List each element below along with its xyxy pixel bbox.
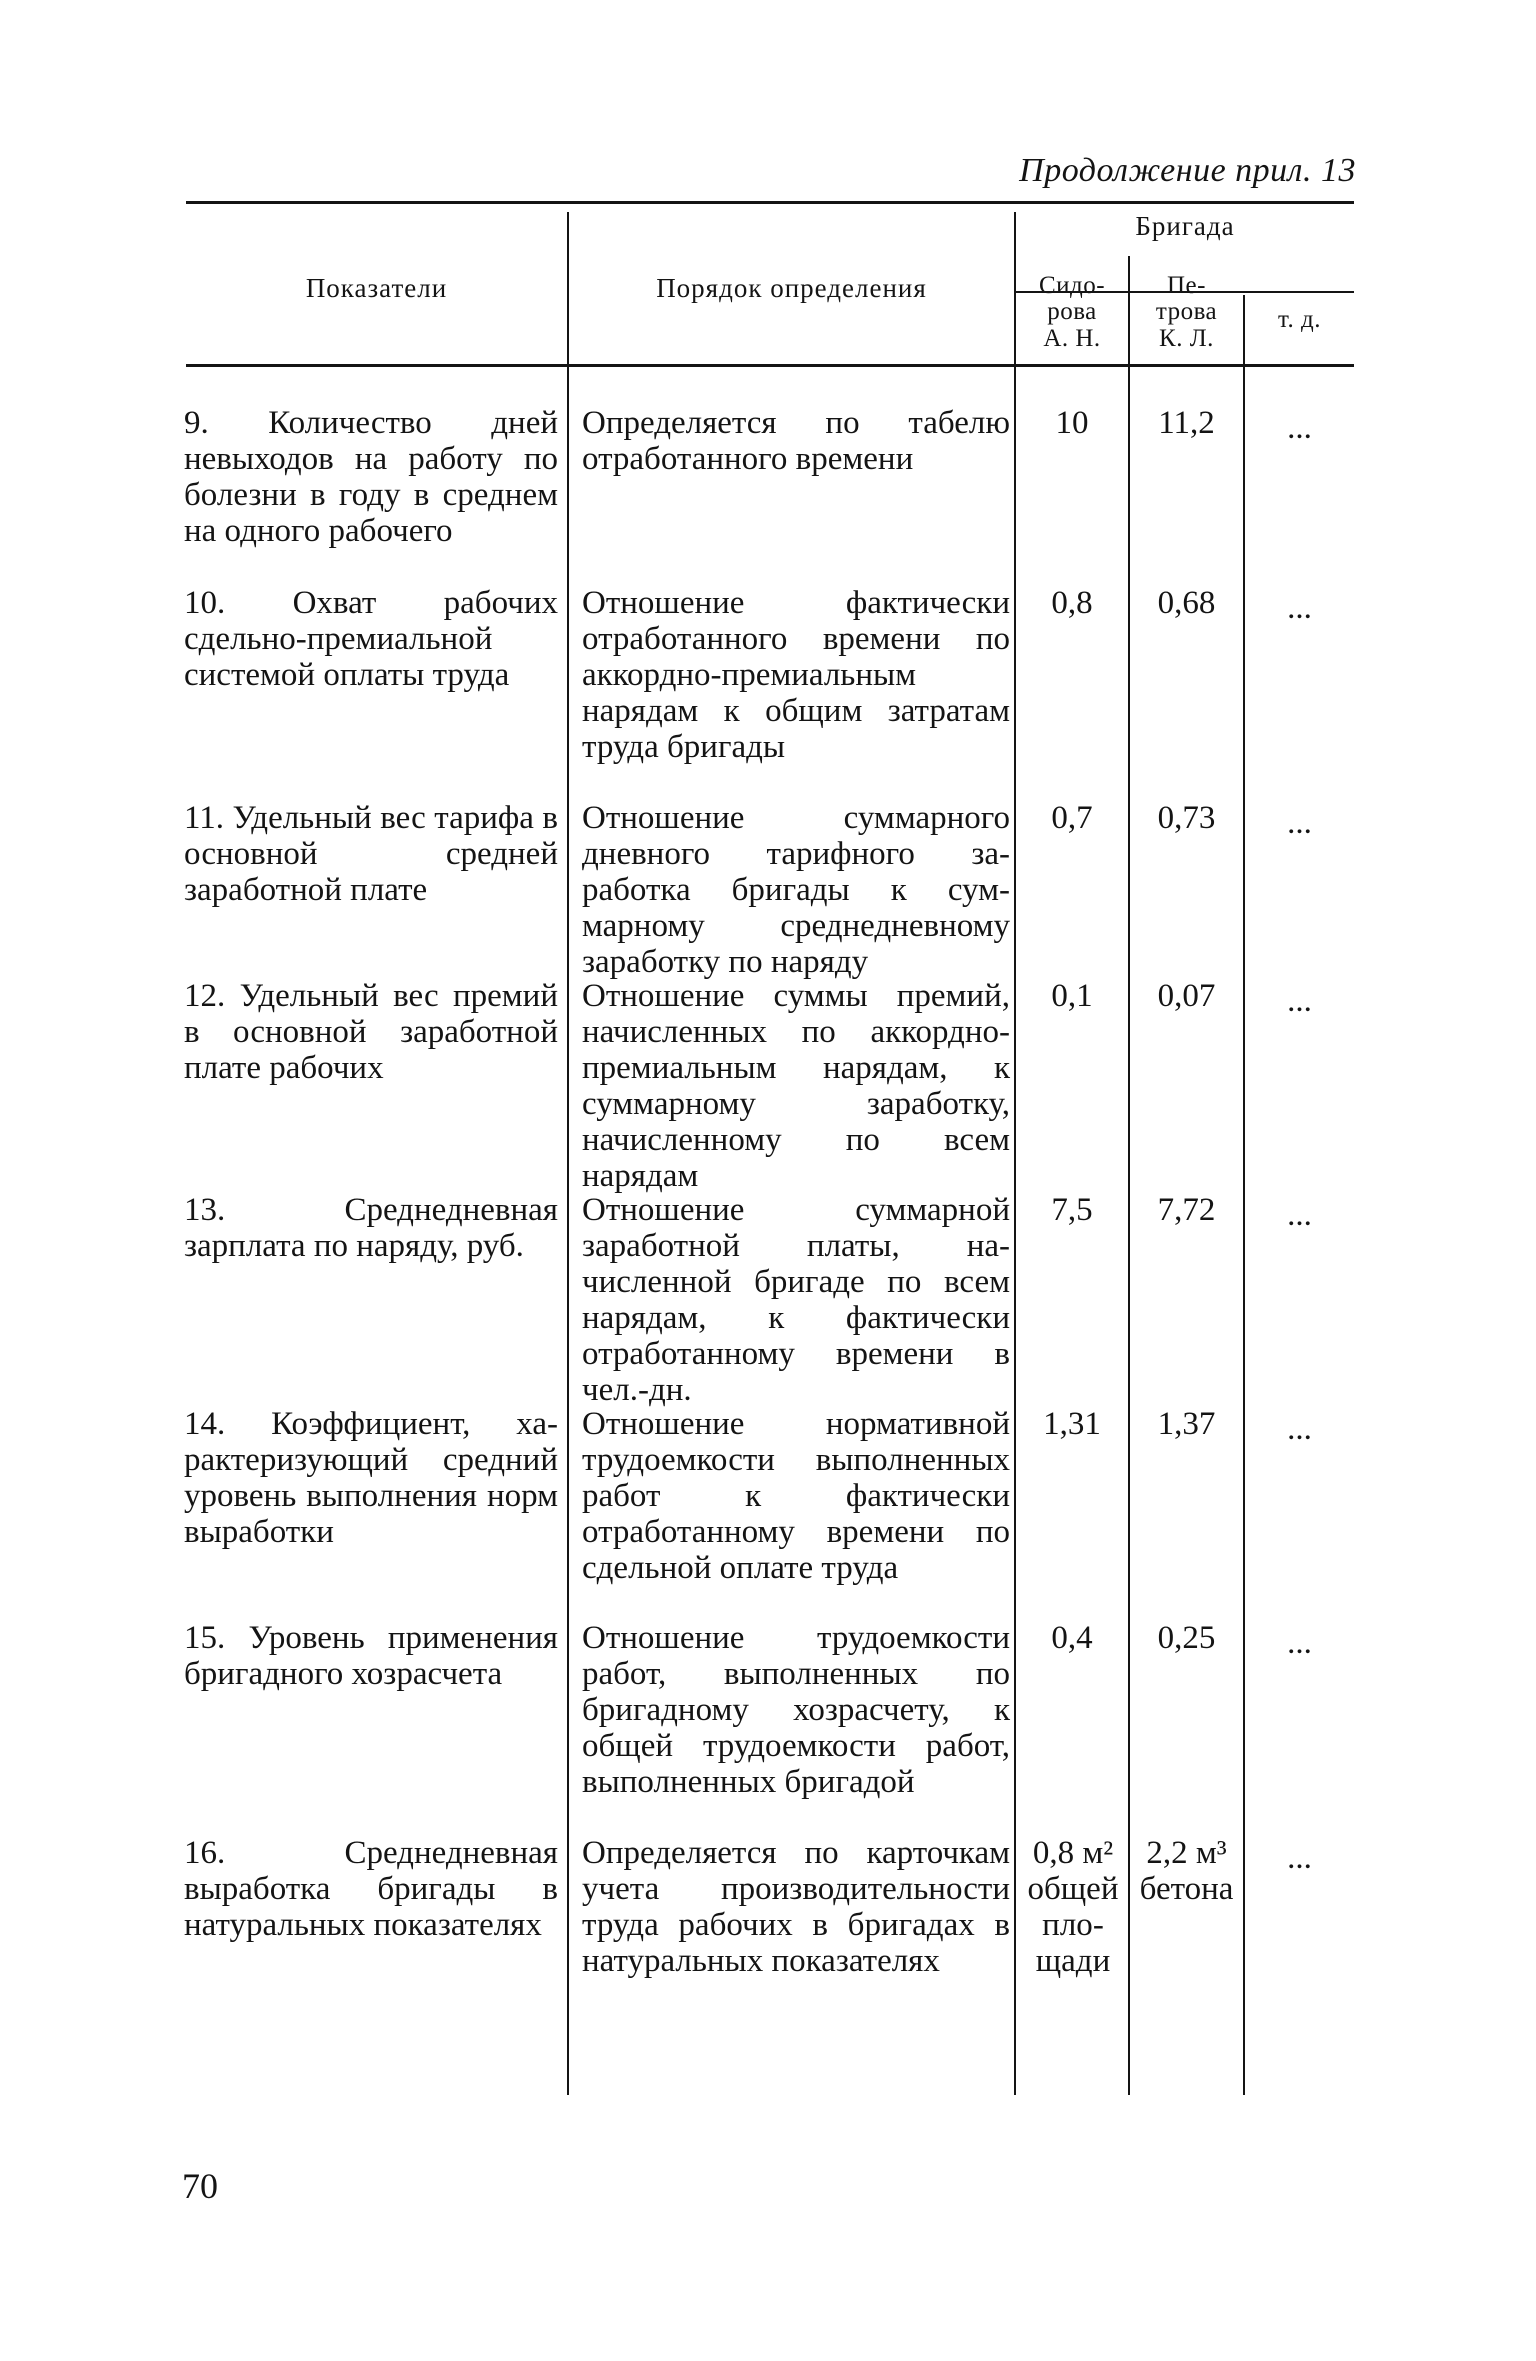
row-16-value-etc: ... bbox=[1287, 1840, 1312, 1876]
row-13-indicator: 13. Среднедневная зарплата по наряду, руб. bbox=[184, 1192, 558, 1264]
row-9-indicator: 9. Количество дней невыходов на работу по болезни в году в среднем на одного рабочего bbox=[184, 405, 558, 549]
row-11-indicator: 11. Удельный вес тарифа в основной средней заработной плате bbox=[184, 800, 558, 908]
header-indicators: Показатели bbox=[305, 273, 448, 303]
row-12-indicator: 12. Удельный вес премий в основной заработной плате рабочих bbox=[184, 978, 558, 1086]
column-rule-1 bbox=[567, 212, 569, 2095]
row-9-value-etc: ... bbox=[1287, 410, 1312, 446]
row-15-method: Отношение трудоемкости работ, выполненных по бригадному хозрасчету, к общей трудоемкости работ, выполненных бригадой bbox=[582, 1620, 1010, 1800]
row-16-value-sidorova: 0,8 м² общей площади bbox=[1027, 1835, 1119, 1979]
row-11-value-petrova: 0,73 bbox=[1157, 800, 1216, 836]
row-12-method: Отношение суммы премий, начисленных по аккордно-премиальным нарядам, к суммарному заработку, начисленному по всем нарядам bbox=[582, 978, 1010, 1194]
table-top-rule bbox=[186, 201, 1354, 204]
continuation-title: Продолжение прил. 13 bbox=[1019, 152, 1356, 189]
row-15-value-sidorova: 0,4 bbox=[1051, 1620, 1093, 1656]
column-rule-4 bbox=[1243, 295, 1245, 2095]
row-9-method: Определяется по табелю отработанного времени bbox=[582, 405, 1010, 477]
row-14-value-petrova: 1,37 bbox=[1157, 1406, 1216, 1442]
row-16-value-petrova: 2,2 м³ бетона bbox=[1139, 1835, 1234, 1907]
row-16-method: Определяется по карточкам учета производительности труда рабочих в бригадах в натуральных показателях bbox=[582, 1835, 1010, 1979]
column-rule-3 bbox=[1128, 256, 1130, 2095]
row-13-method: Отношение суммарной заработной платы, начисленной бригаде по всем нарядам, к фактически отработанному времени в чел.-дн. bbox=[582, 1192, 1010, 1408]
row-11-value-etc: ... bbox=[1287, 805, 1312, 841]
header-brigade-sidorova: Сидо- рова А. Н. bbox=[1038, 272, 1106, 352]
row-11-method: Отношение суммарного дневного тарифного заработка бригады к суммарному среднедневному заработку по наряду bbox=[582, 800, 1010, 980]
row-9-value-sidorova: 10 bbox=[1055, 405, 1089, 441]
row-14-value-etc: ... bbox=[1287, 1411, 1312, 1447]
row-14-method: Отношение нормативной трудоемкости выполненных работ к фактически отработанному времени по сдельной оплате труда bbox=[582, 1406, 1010, 1586]
row-14-value-sidorova: 1,31 bbox=[1043, 1406, 1101, 1442]
column-rule-2 bbox=[1014, 212, 1016, 2095]
row-12-value-sidorova: 0,1 bbox=[1051, 978, 1093, 1014]
row-10-indicator: 10. Охват рабочих сдельно-премиальной системой оплаты труда bbox=[184, 585, 558, 693]
header-method: Порядок определения bbox=[656, 273, 927, 303]
row-10-value-petrova: 0,68 bbox=[1157, 585, 1216, 621]
row-10-value-etc: ... bbox=[1287, 590, 1312, 626]
row-15-indicator: 15. Уровень применения бригадного хозрасчета bbox=[184, 1620, 558, 1692]
row-13-value-petrova: 7,72 bbox=[1157, 1192, 1216, 1228]
page-number: 70 bbox=[182, 2166, 218, 2206]
row-12-value-etc: ... bbox=[1287, 983, 1312, 1019]
row-12-value-petrova: 0,07 bbox=[1157, 978, 1216, 1014]
row-13-value-sidorova: 7,5 bbox=[1051, 1192, 1093, 1228]
header-brigade-petrova: Пе- трова К. Л. bbox=[1155, 272, 1218, 352]
row-10-value-sidorova: 0,8 bbox=[1051, 585, 1093, 621]
row-11-value-sidorova: 0,7 bbox=[1051, 800, 1093, 836]
row-10-method: Отношение фактически отработанного времени по аккордно-премиальным нарядам к общим затратам труда бригады bbox=[582, 585, 1010, 765]
row-15-value-petrova: 0,25 bbox=[1157, 1620, 1216, 1656]
row-13-value-etc: ... bbox=[1287, 1197, 1312, 1233]
header-brigade: Бригада bbox=[1135, 211, 1235, 241]
row-15-value-etc: ... bbox=[1287, 1625, 1312, 1661]
row-9-value-petrova: 11,2 bbox=[1158, 405, 1215, 441]
row-16-indicator: 16. Среднедневная выработка бригады в натуральных показателях bbox=[184, 1835, 558, 1943]
header-bottom-rule bbox=[186, 364, 1354, 367]
row-14-indicator: 14. Коэффициент, характеризующий средний уровень выполнения норм выработки bbox=[184, 1406, 558, 1550]
header-brigade-etc: т. д. bbox=[1277, 306, 1321, 333]
